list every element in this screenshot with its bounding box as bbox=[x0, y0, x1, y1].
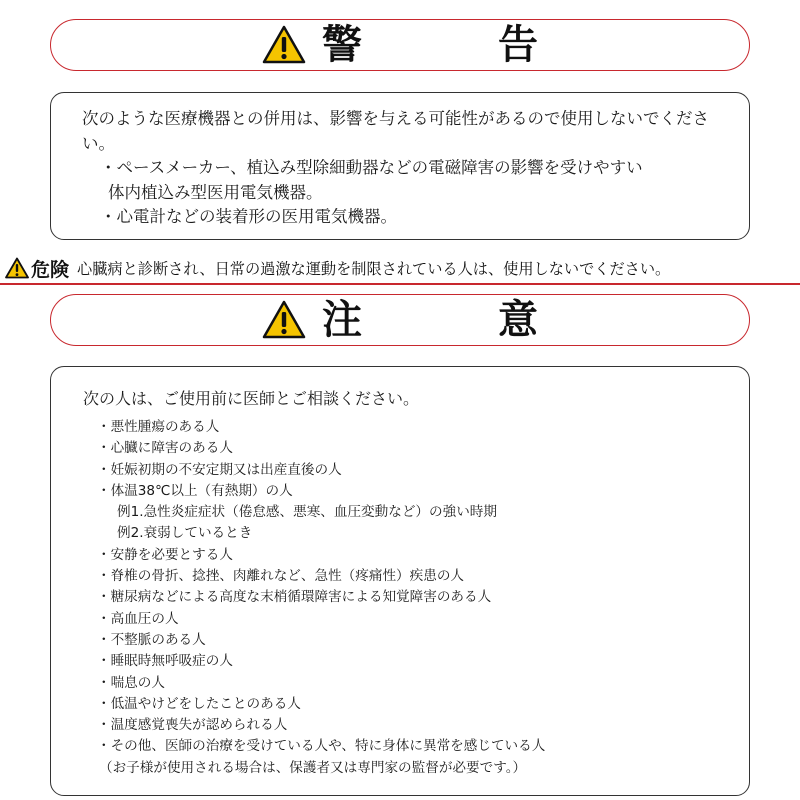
caution-item: ・妊娠初期の不安定期又は出産直後の人 bbox=[97, 461, 342, 478]
caution-item: ・安静を必要とする人 bbox=[97, 546, 233, 563]
caution-item: ・糖尿病などによる高度な末梢循環障害による知覚障害のある人 bbox=[97, 589, 492, 606]
caution-item: ・睡眠時無呼吸症の人 bbox=[97, 653, 233, 670]
caution-triangle-icon bbox=[262, 300, 306, 340]
caution-item: ・不整脈のある人 bbox=[97, 631, 206, 648]
warning-header bbox=[50, 19, 750, 71]
danger-underline bbox=[0, 283, 800, 285]
warning-title-group bbox=[262, 22, 586, 68]
caution-item: ・その他、医師の治療を受けている人や、特に身体に異常を感じている人 bbox=[97, 738, 546, 755]
caution-item: ・温度感覚喪失が認められる人 bbox=[97, 717, 288, 734]
caution-title-group bbox=[262, 297, 586, 343]
caution-item: ・高血圧の人 bbox=[97, 610, 179, 627]
warning-item: ・心電計などの装着形の医用電気機器。 bbox=[100, 207, 397, 226]
warning-item: ・ペースメーカー、植込み型除細動器などの電磁障害の影響を受けやすい bbox=[100, 158, 643, 177]
caution-item: ・体温38℃以上（有熱期）の人 bbox=[97, 482, 293, 499]
caution-item: ・低温やけどをしたことのある人 bbox=[97, 695, 301, 712]
caution-item: ・悪性腫瘍のある人 bbox=[97, 419, 220, 435]
caution-item: ・喘息の人 bbox=[97, 674, 165, 691]
warning-title: 警 告 bbox=[322, 22, 586, 68]
caution-box bbox=[50, 366, 750, 796]
caution-header bbox=[50, 294, 750, 346]
caution-note: （お子様が使用される場合は、保護者又は専門家の監督が必要です。） bbox=[99, 759, 527, 776]
caution-title: 注 意 bbox=[322, 297, 586, 343]
caution-intro: 次の人は、ご使用前に医師とご相談ください。 bbox=[83, 389, 420, 408]
warning-intro: 次のような医療機器との併用は、影響を与える可能性があるので使用しないでください。 bbox=[82, 109, 709, 153]
caution-item: ・脊椎の骨折、捻挫、肉離れなど、急性（疼痛性）疾患の人 bbox=[97, 568, 465, 585]
caution-example: 例2.衰弱しているとき bbox=[117, 525, 253, 542]
danger-triangle-icon bbox=[5, 257, 29, 279]
warning-box bbox=[50, 92, 750, 240]
warning-item: 体内植込み型医用電気機器。 bbox=[108, 182, 323, 202]
warning-triangle-icon bbox=[262, 25, 306, 65]
caution-item: ・心臓に障害のある人 bbox=[97, 440, 233, 457]
caution-example: 例1.急性炎症症状（倦怠感、悪寒、血圧変動など）の強い時期 bbox=[117, 504, 497, 521]
danger-label: 危険 bbox=[31, 258, 70, 281]
danger-line bbox=[0, 253, 800, 283]
danger-text: 心臓病と診断され、日常の過激な運動を制限されている人は、使用しないでください。 bbox=[77, 259, 671, 278]
